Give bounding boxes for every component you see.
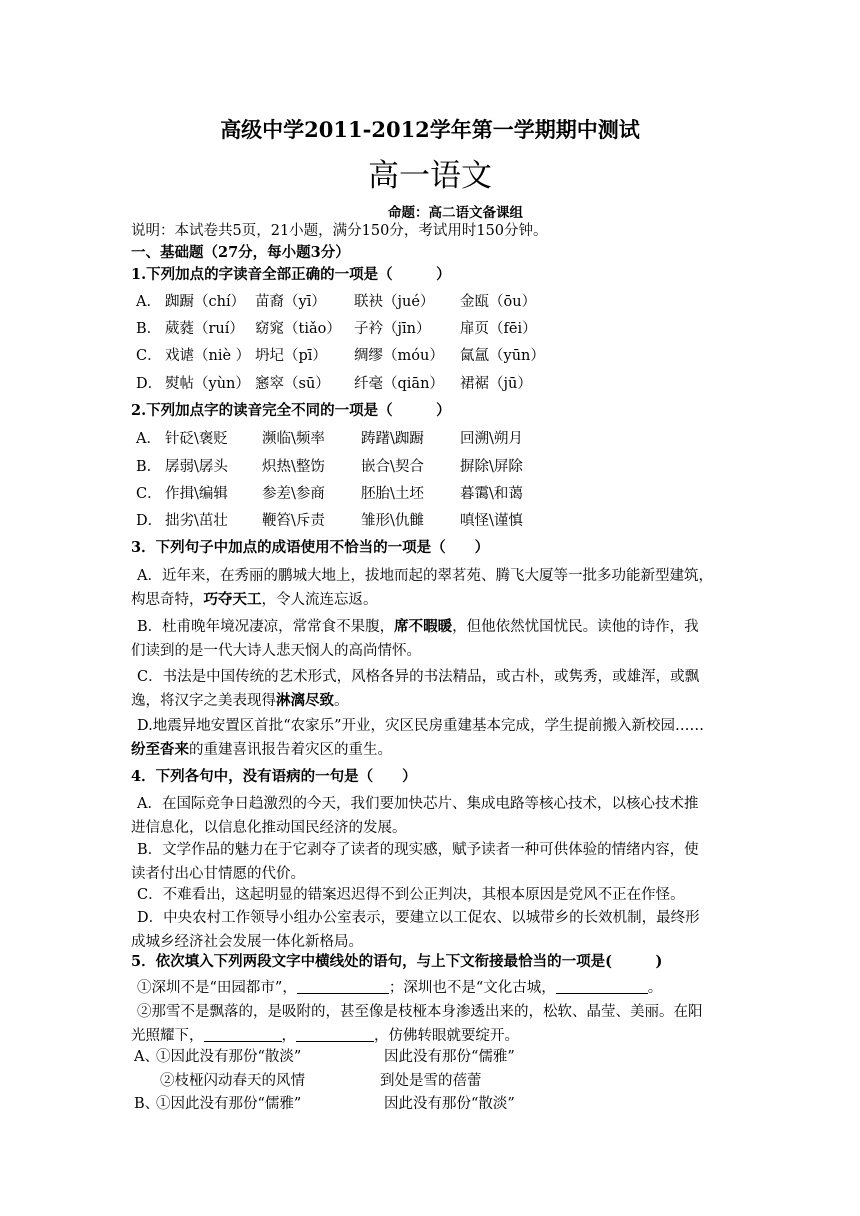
option-label: D．	[136, 376, 163, 392]
option-item: 濒临\频率	[262, 431, 325, 447]
option-item: 因此没有那份“儒雅”	[384, 1049, 515, 1065]
option-item: 炽热\整饬	[262, 459, 325, 475]
passage-text: ；深圳也不是“文化古城，	[388, 980, 556, 996]
option-text: D.地震异地安置区首批“农家乐”开业，灾区民房重建基本完成，学生提前搬入新校园……	[137, 718, 705, 734]
option-item: 暮霭\和蔼	[460, 486, 523, 502]
option-text: 读者付出心甘情愿的代价。	[131, 866, 305, 882]
passage-text: 光照耀下，	[131, 1028, 204, 1044]
option-item: 绸缪（móu）	[354, 348, 444, 364]
passage-text: ②那雪不是飘落的，是吸附的，甚至像是枝桠本身渗透出来的，松软、晶莹、美丽。在阳	[137, 1004, 703, 1020]
option-text: A．近年来，在秀丽的鹏城大地上，拔地而起的翠茗苑、腾飞大厦等一批多功能新型建筑，	[137, 568, 713, 584]
option-label: B．	[136, 459, 162, 475]
option-item: 作揖\编辑	[165, 486, 228, 502]
q3-option-a	[131, 564, 731, 612]
q4-option-c	[131, 883, 731, 907]
option-text: A．在国际竞争日趋激烈的今天，我们要加快芯片、集成电路等核心技术，以核心技术推	[137, 796, 699, 812]
option-item: ①因此没有那份“儒雅”	[156, 1096, 302, 1112]
option-item: 葳蕤（ruí）	[165, 321, 244, 337]
option-item: 针砭\褒贬	[165, 431, 228, 447]
passage-text: 。	[647, 980, 663, 996]
option-label: A．	[136, 431, 161, 447]
option-item: 拙劣\茁壮	[165, 513, 228, 529]
fill-blank	[297, 979, 389, 994]
option-label: B、	[134, 1096, 160, 1112]
passage-text: ①深圳不是“田园都市”，	[137, 980, 297, 996]
q4-option-b	[131, 838, 731, 886]
option-label: C．	[136, 486, 162, 502]
option-item: 联袂（jué）	[354, 294, 435, 310]
fill-blank	[204, 1027, 282, 1042]
option-item: 摒除\屏除	[460, 459, 523, 475]
q1-stem: 1.下列加点的字读音全部正确的一项是（ ）	[131, 266, 451, 283]
option-item: 裙裾（jū）	[460, 376, 532, 392]
option-item: 金瓯（ōu）	[460, 294, 537, 310]
option-item: 踟蹰（chí）	[165, 294, 246, 310]
option-text: 。	[334, 693, 349, 709]
option-item: 纤毫（qiān）	[354, 376, 444, 392]
option-item: 鞭笞\斥责	[262, 513, 325, 529]
option-text: B．杜甫晚年境况凄凉，常常食不果腹，	[137, 619, 395, 635]
option-label: D．	[136, 513, 163, 529]
option-label: A．	[136, 294, 161, 310]
exam-note: 说明：本试卷共5页，21小题，满分150分，考试用时150分钟。	[131, 223, 548, 239]
option-text: C．不难看出，这起明显的错案迟迟得不到公正判决，其根本原因是党风不正在作怪。	[137, 887, 685, 903]
q5-stem: 5．依次填入下列两段文字中横线处的语句，与上下文衔接最恰当的一项是( )	[131, 953, 663, 970]
option-item: 因此没有那份“散淡”	[384, 1096, 515, 1112]
q4-option-d	[131, 906, 731, 954]
q3-option-b	[131, 615, 731, 663]
option-item: 雏形\仇雠	[361, 513, 424, 529]
idiom-highlight: 纷至沓来	[131, 741, 189, 758]
option-item: ①因此没有那份“散淡”	[156, 1049, 302, 1065]
q3-option-c	[131, 665, 731, 713]
idiom-highlight: 巧夺天工	[203, 591, 262, 608]
option-item: ②枝桠闪动春天的风情	[160, 1073, 305, 1089]
q2-stem: 2.下列加点字的读音完全不同的一项是（ ）	[131, 402, 451, 419]
option-item: 子衿（jīn）	[354, 321, 431, 337]
option-text: B．文学作品的魅力在于它剥夺了读者的现实感，赋予读者一种可供体验的情绪内容，使	[137, 842, 699, 858]
section-heading: 一、基础题（27分，每小题3分）	[131, 244, 350, 261]
q5-passage-1	[131, 976, 731, 1000]
option-item: 窸窣（sū）	[255, 376, 330, 392]
q4-option-a	[131, 792, 731, 840]
option-text: 的重建喜讯报告着灾区的重生。	[189, 742, 392, 758]
option-text: D．中央农村工作领导小组办公室表示，要建立以工促农、以城带乡的长效机制，最终形	[137, 910, 700, 926]
option-item: 孱弱\孱头	[165, 459, 228, 475]
option-item: 回溯\朔月	[460, 431, 523, 447]
fill-blank	[556, 979, 648, 994]
option-text: 们读到的是一代大诗人悲天悯人的高尚情怀。	[131, 643, 421, 659]
option-text: ，但他依然忧国忧民。读他的诗作，我	[452, 619, 699, 635]
option-label: A、	[134, 1049, 159, 1065]
option-text: 构思奇特，	[131, 592, 204, 608]
q5-passage-2	[131, 1000, 731, 1048]
idiom-highlight: 淋漓尽致	[276, 692, 334, 709]
subject-title: 高一语文	[368, 158, 492, 194]
exam-title: 高级中学2011-2012学年第一学期期中测试	[220, 117, 640, 142]
option-item: 踌躇\踟蹰	[361, 431, 424, 447]
option-item: 胚胎\土坯	[361, 486, 424, 502]
option-label: B．	[136, 321, 162, 337]
option-item: 参差\参商	[262, 486, 325, 502]
option-text: C．书法是中国传统的艺术形式，风格各异的书法精品，或古朴，或隽秀，或雄浑，或飘	[137, 669, 700, 685]
option-text: 进信息化，以信息化推动国民经济的发展。	[131, 820, 407, 836]
option-item: 嵌合\契合	[361, 459, 424, 475]
q3-option-d	[131, 714, 731, 762]
option-item: 戏谑（niè ）	[165, 348, 251, 364]
option-item: 氤氲（yūn）	[460, 348, 545, 364]
option-item: 嗔怪\谨慎	[460, 513, 523, 529]
option-item: 到处是雪的蓓蕾	[380, 1073, 482, 1089]
option-item: 窈窕（tiǎo）	[255, 321, 341, 337]
option-text: ，令人流连忘返。	[261, 592, 378, 608]
passage-text: ，	[281, 1028, 296, 1044]
fill-blank	[296, 1027, 374, 1042]
passage-text: ，仿佛转眼就要绽开。	[374, 1028, 519, 1044]
option-text: 逸，将汉字之美表现得	[131, 693, 276, 709]
option-item: 熨帖（yùn）	[165, 376, 250, 392]
author-line: 命题：高二语文备课组	[388, 205, 523, 221]
option-item: 扉页（fēi）	[460, 321, 537, 337]
q3-stem: 3．下列句子中加点的成语使用不恰当的一项是（ ）	[131, 539, 490, 556]
option-text: 成城乡经济社会发展一体化新格局。	[131, 934, 363, 950]
option-item: 苗裔（yī）	[255, 294, 326, 310]
option-label: C．	[136, 348, 162, 364]
q4-stem: 4．下列各句中，没有语病的一句是（ ）	[131, 768, 417, 785]
idiom-highlight: 席不暇暖	[394, 618, 453, 635]
option-item: 坍圮（pī）	[255, 348, 327, 364]
